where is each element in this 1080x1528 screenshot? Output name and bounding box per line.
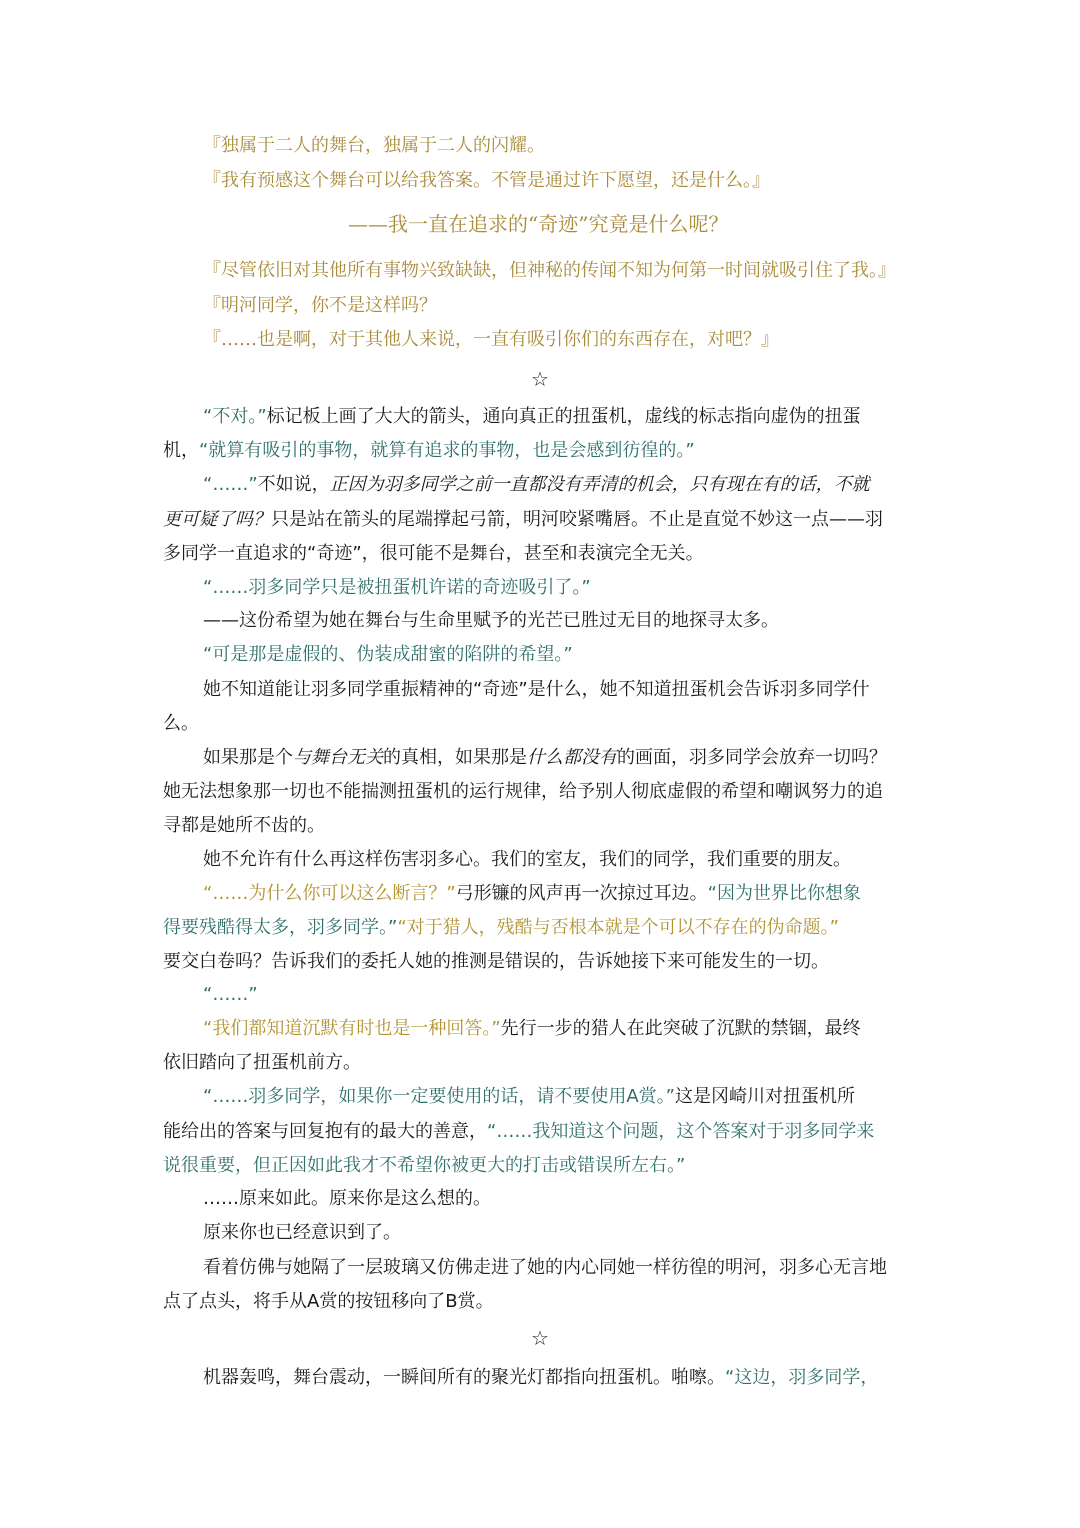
narration: 只是站在箭头的尾端撑起弓箭，明河咬紧嘴唇。不止是直觉不妙这一点——羽	[271, 509, 883, 530]
dialogue: “不对。”	[203, 406, 267, 427]
dialogue: “这边，羽多同学，	[725, 1367, 879, 1388]
verse-line-centered: ——我一直在追求的“奇迹”究竟是什么呢？	[348, 212, 729, 236]
body-line: 要交白卷吗？告诉我们的委托人她的推测是错误的，告诉她接下来可能发生的一切。	[163, 951, 829, 972]
body-line	[203, 1085, 855, 1109]
dialogue: “……羽多同学，如果你一定要使用的话，请不要使用A赏。”	[203, 1086, 675, 1107]
dialogue-line: “……”	[203, 984, 258, 1005]
emphasis: 正因为羽多同学之前一直都没有弄清的机会，只有现在有的话，不就	[329, 474, 870, 495]
narration: 这是冈崎川对扭蛋机所	[674, 1086, 855, 1107]
dialogue: “我们都知道沉默有时也是一种回答。”	[203, 1018, 501, 1039]
narration: 机，	[163, 440, 199, 461]
body-line	[203, 405, 861, 429]
verse-line: 『独属于二人的舞台，独属于二人的闪耀。	[203, 135, 545, 156]
narration: 先行一步的猎人在此突破了沉默的禁锢，最终	[500, 1018, 861, 1039]
body-line: ——这份希望为她在舞台与生命里赋予的光芒已胜过无目的地探寻太多。	[203, 610, 779, 631]
verse-line: 『我有预感这个舞台可以给我答案。不管是通过许下愿望，还是什么。』	[203, 170, 770, 191]
body-line	[163, 439, 695, 463]
body-line	[203, 1366, 878, 1390]
emphasis: 什么都没有	[527, 747, 617, 768]
body-line: 多同学一直追求的“奇迹”，很可能不是舞台，甚至和表演完全无关。	[163, 543, 704, 564]
dialogue: “……”	[203, 474, 258, 495]
section-separator-star: ☆	[531, 1326, 549, 1350]
dialogue: “对于猎人，残酷与否根本就是个可以不存在的伪命题。”	[397, 917, 839, 938]
dialogue: “……我知道这个问题，这个答案对于羽多同学来	[487, 1121, 875, 1142]
narration: 机器轰鸣，舞台震动，一瞬间所有的聚光灯都指向扭蛋机。啪嚓。	[203, 1367, 725, 1388]
body-line: 点了点头，将手从A赏的按钮移向了B赏。	[163, 1291, 494, 1312]
body-line	[203, 1017, 861, 1041]
body-line	[203, 746, 887, 770]
narration: 不如说，	[257, 474, 330, 495]
narration: 的画面，羽多同学会放弃一切吗？	[617, 747, 887, 768]
verse-line: 『……也是啊，对于其他人来说，一直有吸引你们的东西存在，对吧？』	[203, 329, 779, 350]
dialogue: “因为世界比你想象	[707, 883, 861, 904]
verse-line: 『明河同学，你不是这样吗？	[203, 295, 437, 316]
narration: 的真相，如果那是	[383, 747, 527, 768]
narration: 能给出的答案与回复抱有的最大的善意，	[163, 1121, 487, 1142]
dialogue: “就算有吸引的事物，就算有追求的事物，也是会感到彷徨的。”	[199, 440, 695, 461]
body-line	[163, 1120, 874, 1144]
body-line	[203, 473, 870, 497]
body-line	[163, 916, 839, 940]
body-line: 原来你也已经意识到了。	[203, 1222, 401, 1243]
emphasis: 与舞台无关	[293, 747, 383, 768]
body-line: 她不允许有什么再这样伤害羽多心。我们的室友，我们的同学，我们重要的朋友。	[203, 849, 851, 870]
body-line: 看着仿佛与她隔了一层玻璃又仿佛走进了她的内心同她一样彷徨的明河，羽多心无言地	[203, 1257, 887, 1278]
narration: 标记板上画了大大的箭头，通向真正的扭蛋机，虚线的标志指向虚伪的扭蛋	[266, 406, 861, 427]
body-line: 么。	[163, 713, 199, 734]
emphasis: 更可疑了吗？	[163, 509, 271, 530]
dialogue: “……为什么你可以这么断言？”	[203, 883, 456, 904]
body-line: 她不知道能让羽多同学重振精神的“奇迹”是什么，她不知道扭蛋机会告诉羽多同学什	[203, 679, 870, 700]
body-line: ……原来如此。原来你是这么想的。	[203, 1188, 491, 1209]
dialogue-line: “……羽多同学只是被扭蛋机许诺的奇迹吸引了。”	[203, 577, 591, 598]
body-line: 依旧踏向了扭蛋机前方。	[163, 1052, 361, 1073]
dialogue-line: “可是那是虚假的、伪装成甜蜜的陷阱的希望。”	[203, 644, 573, 665]
verse-line: 『尽管依旧对其他所有事物兴致缺缺，但神秘的传闻不知为何第一时间就吸引住了我。』	[203, 260, 896, 281]
narration: 如果那是个	[203, 747, 293, 768]
section-separator-star: ☆	[531, 367, 549, 391]
dialogue-line: 说很重要，但正因如此我才不希望你被更大的打击或错误所左右。”	[163, 1155, 686, 1176]
narration: 弓形镰的风声再一次掠过耳边。	[455, 883, 708, 904]
dialogue: 得要残酷得太多，羽多同学。”	[163, 917, 398, 938]
body-line	[203, 882, 861, 906]
body-line	[163, 508, 883, 532]
body-line: 寻都是她所不齿的。	[163, 815, 325, 836]
body-line: 她无法想象那一切也不能揣测扭蛋机的运行规律，给予别人彻底虚假的希望和嘲讽努力的追	[163, 781, 883, 802]
